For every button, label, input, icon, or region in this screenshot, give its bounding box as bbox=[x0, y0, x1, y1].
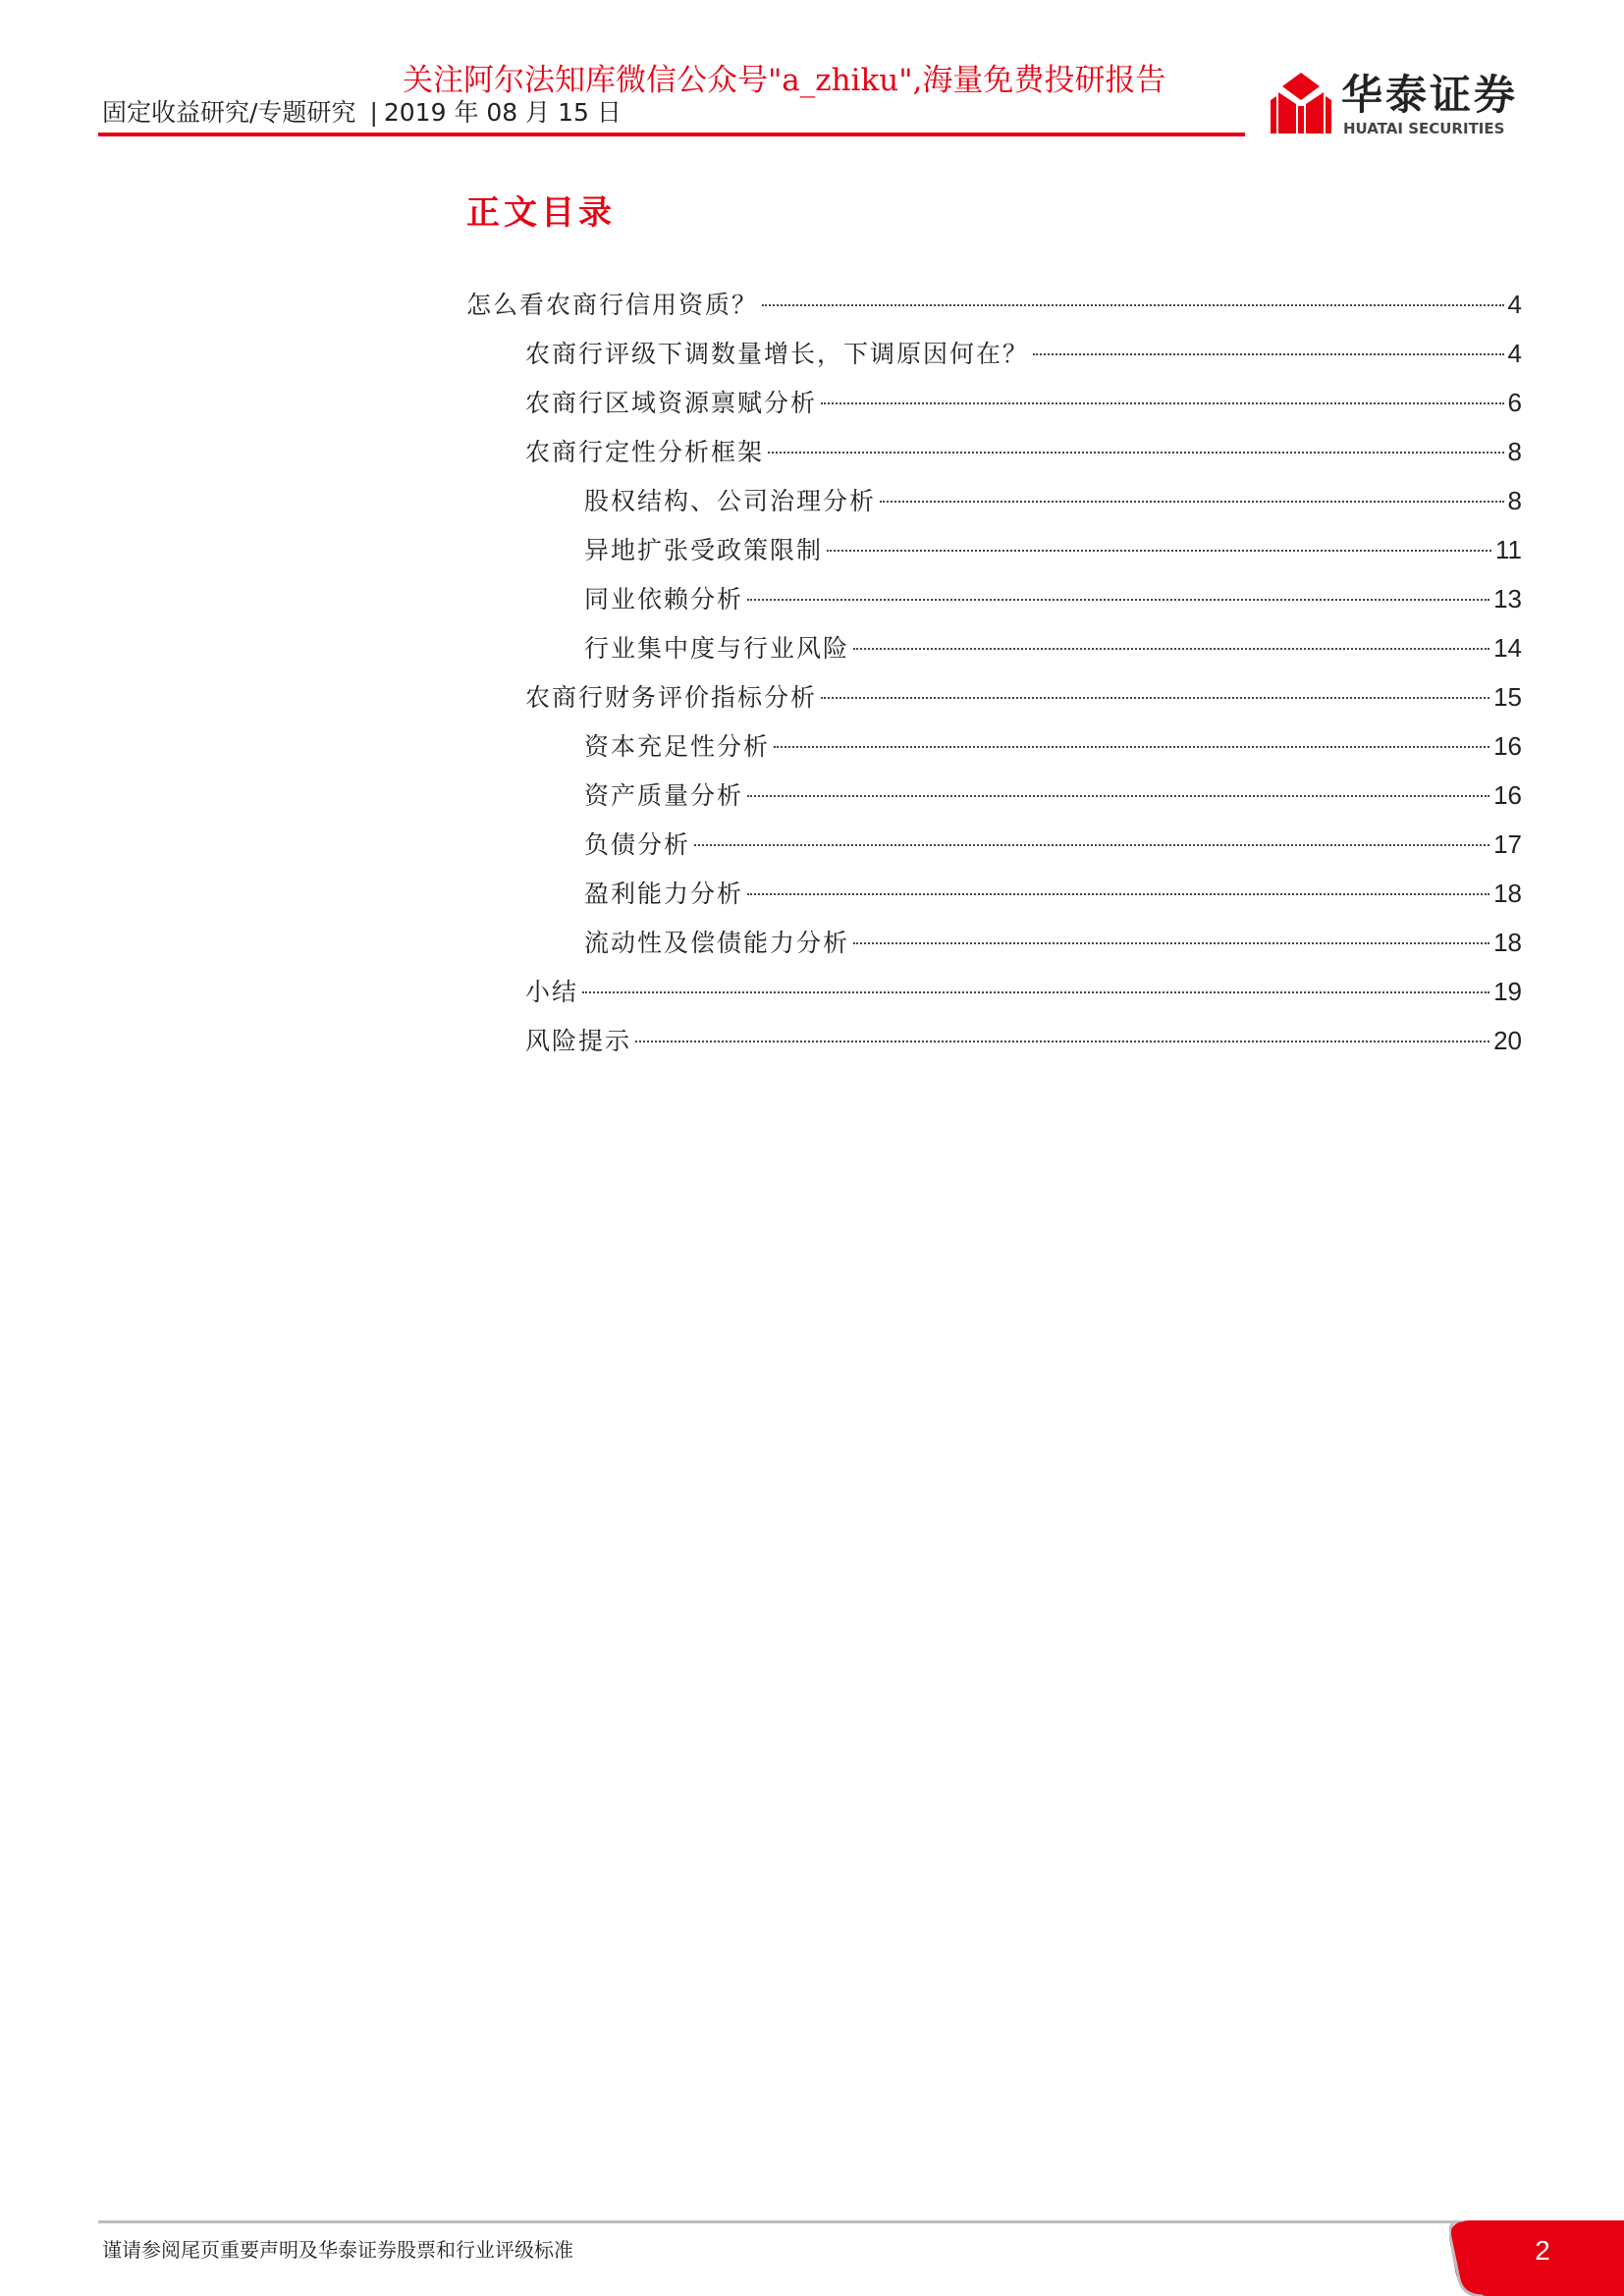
toc-entry-label: 负债分析 bbox=[584, 830, 691, 859]
toc-entry-label: 小结 bbox=[525, 978, 579, 1006]
toc-entry[interactable] bbox=[466, 775, 1522, 825]
toc-entry-label: 怎么看农商行信用资质？ bbox=[466, 291, 759, 319]
toc-title: 正文目录 bbox=[466, 193, 616, 233]
toc-entry-page: 16 bbox=[1493, 731, 1522, 761]
header-meta bbox=[102, 96, 622, 130]
toc-entry[interactable] bbox=[466, 972, 1522, 1021]
toc-entry-page: 18 bbox=[1493, 879, 1522, 908]
toc-dot-leader bbox=[1033, 353, 1504, 355]
toc-dot-leader bbox=[768, 452, 1504, 454]
page-number: 2 bbox=[1535, 2235, 1550, 2266]
toc-entry-label: 盈利能力分析 bbox=[584, 880, 744, 908]
report-section: 固定收益研究/专题研究 bbox=[102, 98, 356, 127]
toc-dot-leader bbox=[821, 402, 1504, 404]
toc-entry[interactable] bbox=[466, 481, 1522, 530]
toc-entry-page: 4 bbox=[1507, 290, 1522, 319]
toc-entry-page: 18 bbox=[1493, 928, 1522, 957]
toc-dot-leader bbox=[821, 697, 1489, 699]
toc-dot-leader bbox=[774, 746, 1489, 748]
toc-dot-leader bbox=[582, 991, 1489, 993]
toc-entry-page: 8 bbox=[1507, 486, 1522, 515]
logo-name-cn: 华泰证券 bbox=[1341, 71, 1519, 119]
toc-entry[interactable] bbox=[466, 1021, 1522, 1070]
toc-dot-leader bbox=[762, 304, 1504, 306]
toc-entry-page: 6 bbox=[1507, 388, 1522, 417]
toc-entry[interactable] bbox=[466, 579, 1522, 628]
table-of-contents bbox=[466, 285, 1522, 1070]
toc-entry[interactable] bbox=[466, 923, 1522, 972]
toc-entry-page: 14 bbox=[1493, 633, 1522, 663]
page-number-tab bbox=[1449, 2220, 1624, 2296]
toc-entry-page: 11 bbox=[1495, 535, 1522, 564]
toc-entry[interactable] bbox=[466, 432, 1522, 481]
toc-entry-page: 15 bbox=[1493, 682, 1522, 712]
toc-entry-label: 农商行区域资源禀赋分析 bbox=[525, 389, 818, 417]
toc-entry[interactable] bbox=[466, 726, 1522, 775]
toc-dot-leader bbox=[747, 893, 1489, 895]
toc-entry-label: 农商行评级下调数量增长，下调原因何在？ bbox=[525, 340, 1030, 368]
toc-dot-leader bbox=[635, 1041, 1489, 1042]
toc-entry[interactable] bbox=[466, 825, 1522, 874]
toc-dot-leader bbox=[747, 599, 1489, 601]
toc-dot-leader bbox=[880, 501, 1504, 503]
toc-entry[interactable] bbox=[466, 874, 1522, 923]
toc-entry[interactable] bbox=[466, 530, 1522, 579]
toc-entry[interactable] bbox=[466, 677, 1522, 726]
footer-rule bbox=[98, 2220, 1463, 2223]
toc-entry-label: 农商行定性分析框架 bbox=[525, 438, 765, 466]
header-separator: | bbox=[369, 98, 378, 127]
toc-dot-leader bbox=[747, 795, 1489, 797]
company-logo bbox=[1269, 71, 1534, 139]
toc-dot-leader bbox=[827, 550, 1491, 552]
toc-entry-page: 19 bbox=[1493, 977, 1522, 1006]
toc-entry-label: 资产质量分析 bbox=[584, 781, 744, 810]
toc-entry-label: 股权结构、公司治理分析 bbox=[584, 487, 877, 515]
toc-dot-leader bbox=[694, 844, 1489, 846]
toc-entry-label: 流动性及偿债能力分析 bbox=[584, 929, 850, 957]
logo-name-en: HUATAI SECURITIES bbox=[1343, 120, 1505, 137]
toc-entry[interactable] bbox=[466, 628, 1522, 677]
toc-entry-label: 风险提示 bbox=[525, 1027, 632, 1055]
toc-dot-leader bbox=[853, 648, 1489, 650]
header-rule bbox=[98, 133, 1245, 136]
toc-entry-page: 17 bbox=[1493, 829, 1522, 859]
toc-entry-label: 异地扩张受政策限制 bbox=[584, 536, 824, 564]
toc-entry[interactable] bbox=[466, 285, 1522, 334]
promo-banner-text: 关注阿尔法知库微信公众号"a_zhiku",海量免费投研报告 bbox=[403, 63, 1166, 98]
toc-entry-label: 农商行财务评价指标分析 bbox=[525, 683, 818, 712]
toc-entry-label: 同业依赖分析 bbox=[584, 585, 744, 614]
toc-entry-page: 8 bbox=[1507, 437, 1522, 466]
toc-entry[interactable] bbox=[466, 383, 1522, 432]
toc-entry-label: 资本充足性分析 bbox=[584, 732, 771, 761]
report-date: 2019 年 08 月 15 日 bbox=[383, 98, 622, 127]
huatai-logo-icon bbox=[1269, 71, 1333, 135]
toc-entry-label: 行业集中度与行业风险 bbox=[584, 634, 850, 663]
toc-dot-leader bbox=[853, 942, 1489, 944]
toc-entry-page: 4 bbox=[1507, 339, 1522, 368]
toc-entry-page: 20 bbox=[1493, 1026, 1522, 1055]
toc-entry-page: 16 bbox=[1493, 780, 1522, 810]
toc-entry-page: 13 bbox=[1493, 584, 1522, 614]
toc-entry[interactable] bbox=[466, 334, 1522, 383]
footer-disclaimer: 谨请参阅尾页重要声明及华泰证券股票和行业评级标准 bbox=[102, 2238, 573, 2262]
